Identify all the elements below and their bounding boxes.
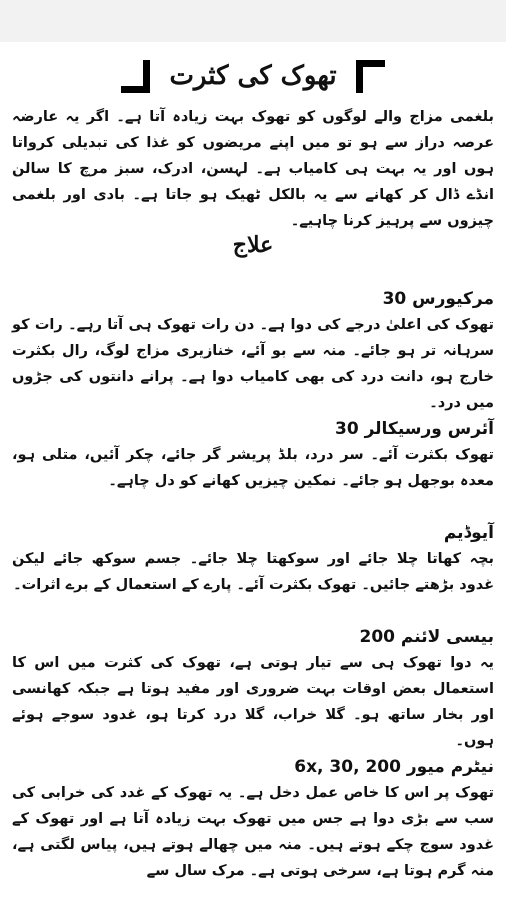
remedy-4-title: بیسی لائنم 200 xyxy=(359,627,494,647)
status-bar xyxy=(0,0,506,42)
remedy-2-title: آئرس ورسیکالر 30 xyxy=(335,419,494,439)
remedy-4-text: یہ دوا تھوک ہی سے تیار ہوتی ہے، تھوک کی کثرت میں اس کا استعمال بعض اوقات بہت ضروری اور مفید ہوتا ہے جبکہ کھانسی اور بخار ساتھ ہو۔ گلا خراب، گلا درد کرتا ہو، غدود سوجے ہوئے ہوں۔ xyxy=(12,655,494,749)
document-page xyxy=(0,42,506,900)
intro-paragraph: بلغمی مزاج والے لوگوں کو تھوک بہت زیادہ آتا ہے۔ اگر یہ عارضہ عرصہ دراز سے ہو تو میں اپنے مریضوں کو غذا کی تبدیلی کرواتا ہوں اور یہ بہت ہی کامیاب ہے۔ لہسن، ادرک، سبز مرچ کا سالن انڈے ڈال کر کھانے سے یہ بالکل ٹھیک ہو جاتا ہے۔ بادی اور بلغمی چیزوں سے پرہیز کرنا چاہیے۔ xyxy=(12,109,494,229)
remedy-5-title: نیٹرم میور 6x, 30, 200 xyxy=(294,757,494,777)
treatment-heading: علاج xyxy=(232,232,274,258)
remedy-1-text: تھوک کی اعلیٰ درجے کی دوا ہے۔ دن رات تھوک ہی آتا رہے۔ رات کو سرہانہ تر ہو جائے۔ منہ سے بو آئے، خنازیری مزاج لوگ، رال بکثرت خارج ہو، دانت درد کی بھی کامیاب دوا ہے۔ پرانے دانتوں کی جڑوں میں درد۔ xyxy=(12,317,494,411)
page-title: تھوک کی کثرت xyxy=(169,61,337,91)
remedy-5-text: تھوک پر اس کا خاص عمل دخل ہے۔ یہ تھوک کے غدد کی خرابی کی سب سے بڑی دوا ہے جس میں تھوک بہت زیادہ آتا ہے اور تھوک کے غدود سوج چکے ہوتے ہیں۔ منہ میں چھالے ہوتے ہیں، پیاس لگتی ہے، منہ گرم ہوتا ہے، سرخی ہوتی ہے۔ مرک سال سے xyxy=(12,785,494,879)
title-bracket-right xyxy=(121,60,150,93)
remedy-2-text: تھوک بکثرت آئے۔ سر درد، بلڈ پریشر گر جائے، چکر آئیں، متلی ہو، معدہ بوجھل ہو جائے۔ نمکین چیزیں کھانے کو دل چاہے۔ xyxy=(12,447,494,489)
remedy-3-title: آیوڈیم xyxy=(443,523,494,543)
remedy-1-title: مرکیورس 30 xyxy=(382,289,494,309)
remedy-3-text: بچہ کھاتا چلا جائے اور سوکھتا چلا جائے۔ جسم سوکھ جائے لیکن غدود بڑھتے جائیں۔ تھوک بکثرت آئے۔ پارے کے استعمال کے برے اثرات۔ xyxy=(12,551,494,593)
title-row xyxy=(0,56,506,96)
title-bracket-left xyxy=(356,60,385,93)
